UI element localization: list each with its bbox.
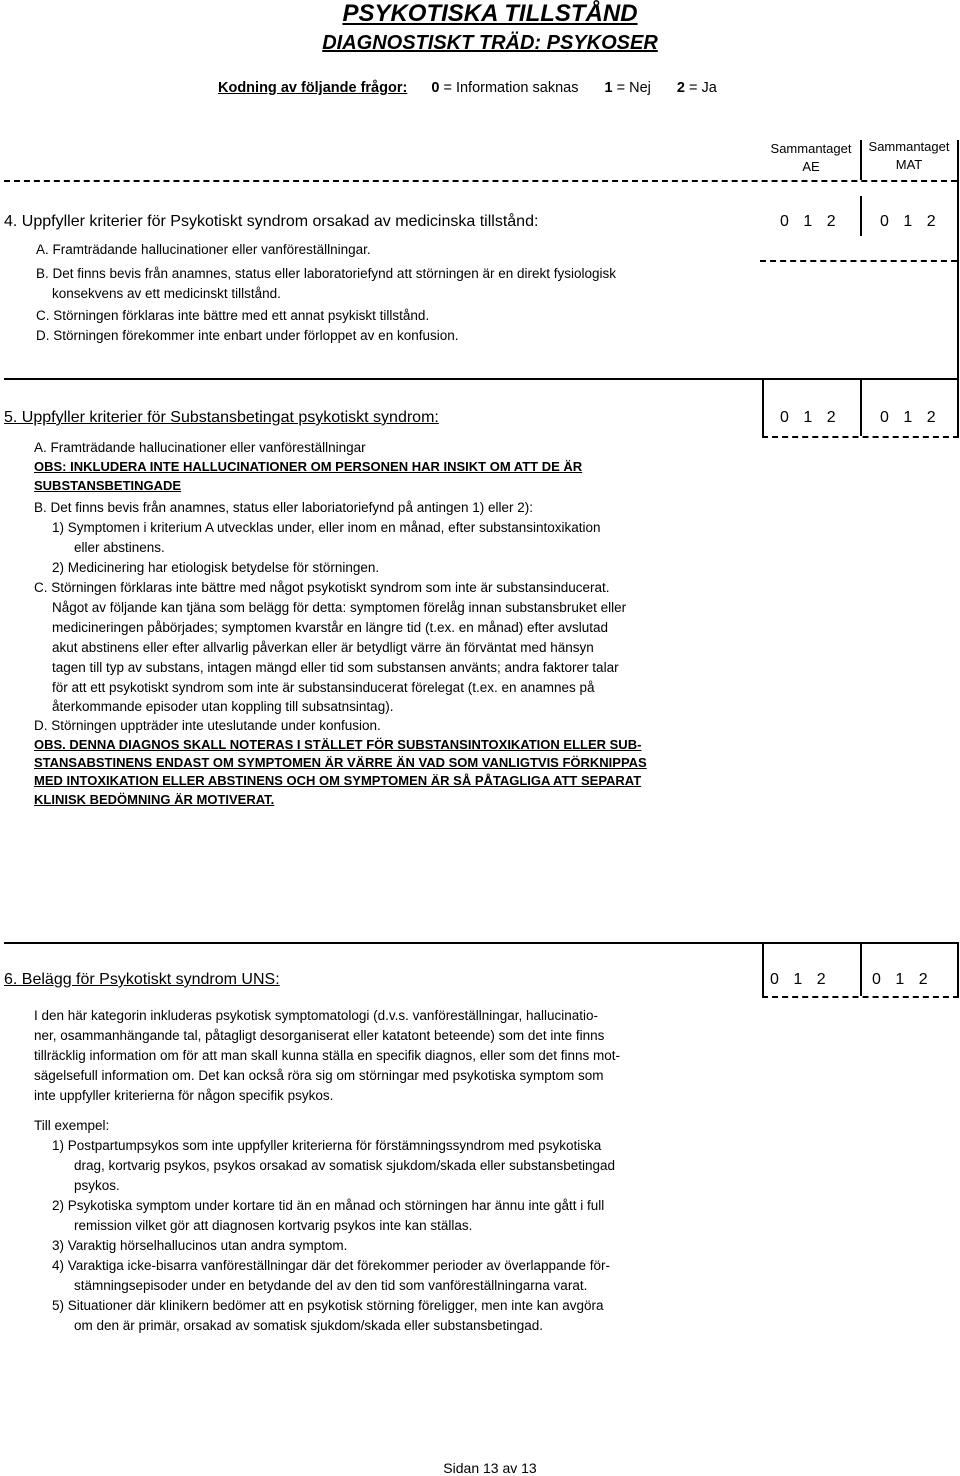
section5-item-c-line5: tagen till typ av substans, intagen mängd eller tid som substansen använts; andra faktorer talar <box>52 660 619 675</box>
column-header-ae <box>762 140 860 176</box>
section5-scale-ae: 0 1 2 <box>780 409 836 426</box>
section5-item-b1: 1) Symptomen i kriterium A utvecklas under, eller inom en månad, efter substansintoxikation <box>52 520 601 535</box>
section5-score-line <box>762 436 959 438</box>
section5-item-b: B. Det finns bevis från anamnes, status eller laboriatoriefynd på antingen 1) eller 2): <box>34 500 534 515</box>
section6-score-line <box>762 996 959 998</box>
section4-item-d: D. Störningen förekommer inte enbart under förloppet av en konfusion. <box>36 328 459 343</box>
section5-obs2-line3: MED INTOXIKATION ELLER ABSTINENS OCH OM SYMPTOMEN ÄR SÅ PÅTAGLIGA ATT SEPARAT <box>34 773 642 788</box>
section4-score-divider <box>860 196 862 236</box>
section6-right-border <box>957 942 959 996</box>
section6-para-line3: tillräcklig information om för att man skall kunna ställa en specifik diagnos, eller som det finns mot- <box>34 1048 621 1063</box>
section4-item-b: B. Det finns bevis från anamnes, status eller laboratoriefynd att störningen är en direkt fysiologisk <box>36 266 617 281</box>
section5-score-divider <box>860 378 862 436</box>
section6-heading: 6. Belägg för Psykotiskt syndrom UNS: <box>4 971 280 988</box>
section6-example-2: 2) Psykotiska symptom under kortare tid än en månad och störningen har ännu inte gått i full <box>52 1198 605 1213</box>
section5-obs2-line2: STANSABSTINENS ENDAST OM SYMPTOMEN ÄR VÄRRE ÄN VAD SOM VANLIGTVIS FÖRKNIPPAS <box>34 755 647 770</box>
section-divider-5-6 <box>4 942 959 944</box>
section6-left-border <box>762 942 764 996</box>
section5-item-c-line3: medicineringen påbörjades; symptomen kvarstår en längre tid (t.ex. en månad) efter avslutad <box>52 620 609 635</box>
section5-item-c-line6: för att ett psykotiskt syndrom som inte är substansinducerat förelegat (t.ex. en anamnes på <box>52 680 595 695</box>
section5-left-border <box>762 378 764 436</box>
section4-score-line <box>760 260 957 262</box>
section5-item-b1-cont: eller abstinens. <box>74 540 165 555</box>
coding-label: Kodning av följande frågor: <box>218 80 408 96</box>
right-border-top <box>957 140 959 380</box>
section5-obs2-line1: OBS. DENNA DIAGNOS SKALL NOTERAS I STÄLLET FÖR SUBSTANSINTOXIKATION ELLER SUB- <box>34 737 642 752</box>
page-number: Sidan 13 av 13 <box>443 1460 537 1476</box>
coding-item-2: 2 = Ja <box>676 80 717 96</box>
section4-scale-mat: 0 1 2 <box>880 213 936 230</box>
section4-item-c: C. Störningen förklaras inte bättre med ett annat psykiskt tillstånd. <box>36 308 430 323</box>
section4-item-a: A. Framträdande hallucinationer eller vanföreställningar. <box>36 242 371 257</box>
section5-item-d: D. Störningen uppträder inte uteslutande under konfusion. <box>34 718 381 733</box>
section5-item-c-line4: akut abstinens eller efter allvarlig påverkan eller är betydligt värre än förväntat med hänsyn <box>52 640 594 655</box>
section6-para-line5: inte uppfyller kriterierna för någon specifik psykos. <box>34 1088 334 1103</box>
section4-item-b-cont: konsekvens av ett medicinskt tillstånd. <box>52 286 281 301</box>
section5-obs1-line1: OBS: INKLUDERA INTE HALLUCINATIONER OM PERSONEN HAR INSIKT OM ATT DE ÄR <box>34 459 583 474</box>
section5-scale-mat: 0 1 2 <box>880 409 936 426</box>
section5-heading: 5. Uppfyller kriterier för Substansbetingat psykotiskt syndrom: <box>4 409 439 426</box>
section5-right-border <box>957 378 959 436</box>
section6-example-5: 5) Situationer där klinikern bedömer att en psykotisk störning föreligger, men inte kan avgöra <box>52 1298 604 1313</box>
section6-para-line1: I den här kategorin inkluderas psykotisk symptomatologi (d.v.s. vanföreställningar, hallucinatio- <box>34 1008 599 1023</box>
section5-item-c-line7: återkommande episoder utan koppling till subsatnsintag). <box>52 699 394 714</box>
section6-example-3: 3) Varaktig hörselhallucinos utan andra symptom. <box>52 1238 348 1253</box>
coding-item-0: 0 = Information saknas <box>431 80 579 96</box>
section5-item-a: A. Framträdande hallucinationer eller vanföreställningar <box>34 440 366 455</box>
section6-example-1-cont: drag, kortvarig psykos, psykos orsakad av somatisk sjukdom/skada eller substansbetingad <box>74 1158 616 1173</box>
section6-para-line4: sägelsefull information om. Det kan också röra sig om störningar med psykotiska symptom som <box>34 1068 604 1083</box>
page-subtitle: DIAGNOSTISKT TRÄD: PSYKOSER <box>322 32 658 54</box>
section6-examples-label: Till exempel: <box>34 1118 110 1133</box>
section6-example-1: 1) Postpartumpsykos som inte uppfyller kriterierna för förstämningssyndrom med psykotiska <box>52 1138 602 1153</box>
section5-item-c: C. Störningen förklaras inte bättre med något psykotiskt syndrom som inte är substansinducerat. <box>34 580 610 595</box>
section5-obs1-line2: SUBSTANSBETINGADE <box>34 478 182 493</box>
section6-para-line2: ner, osammanhängande tal, påtagligt desorganiserat eller katatont beteende) som det inte finns <box>34 1028 605 1043</box>
section4-scale-ae: 0 1 2 <box>780 213 836 230</box>
section6-scale-ae: 0 1 2 <box>770 971 826 988</box>
column-header-mat-line2: MAT <box>895 157 923 172</box>
section4-heading: 4. Uppfyller kriterier för Psykotiskt syndrom orsakad av medicinska tillstånd: <box>4 213 539 230</box>
section5-obs2-line4: KLINISK BEDÖMNING ÄR MOTIVERAT. <box>34 792 275 807</box>
coding-item-1: 1 = Nej <box>604 80 651 96</box>
column-header-ae-line2: AE <box>802 159 820 174</box>
column-header-mat <box>860 138 958 174</box>
column-header-mat-line1: Sammantaget <box>868 139 950 154</box>
section6-score-divider <box>860 942 862 996</box>
column-divider-top <box>860 140 862 180</box>
section6-example-1-cont2: psykos. <box>74 1178 120 1193</box>
coding-legend <box>218 80 739 96</box>
section-divider-4-5 <box>4 378 959 380</box>
section6-example-5-cont: om den är primär, orsakad av somatisk sjukdom/skada eller substansbetingad. <box>74 1318 543 1333</box>
page-title: PSYKOTISKA TILLSTÅND <box>342 0 638 27</box>
section5-item-b2: 2) Medicinering har etiologisk betydelse för störningen. <box>52 560 380 575</box>
section6-example-4-cont: stämningsepisoder under en betydande del av den tid som vanföreställningarna varat. <box>74 1278 588 1293</box>
column-header-ae-line1: Sammantaget <box>770 141 852 156</box>
section5-item-c-line2: Något av följande kan tjäna som belägg för detta: symptomen förelåg innan substansbruket eller <box>52 600 627 615</box>
section6-example-4: 4) Varaktiga icke-bisarra vanföreställningar där det förekommer perioder av överlappande för- <box>52 1258 611 1273</box>
section6-example-2-cont: remission vilket gör att diagnosen kortvarig psykos inte kan ställas. <box>74 1218 473 1233</box>
header-divider <box>4 180 957 182</box>
section6-scale-mat: 0 1 2 <box>872 971 928 988</box>
